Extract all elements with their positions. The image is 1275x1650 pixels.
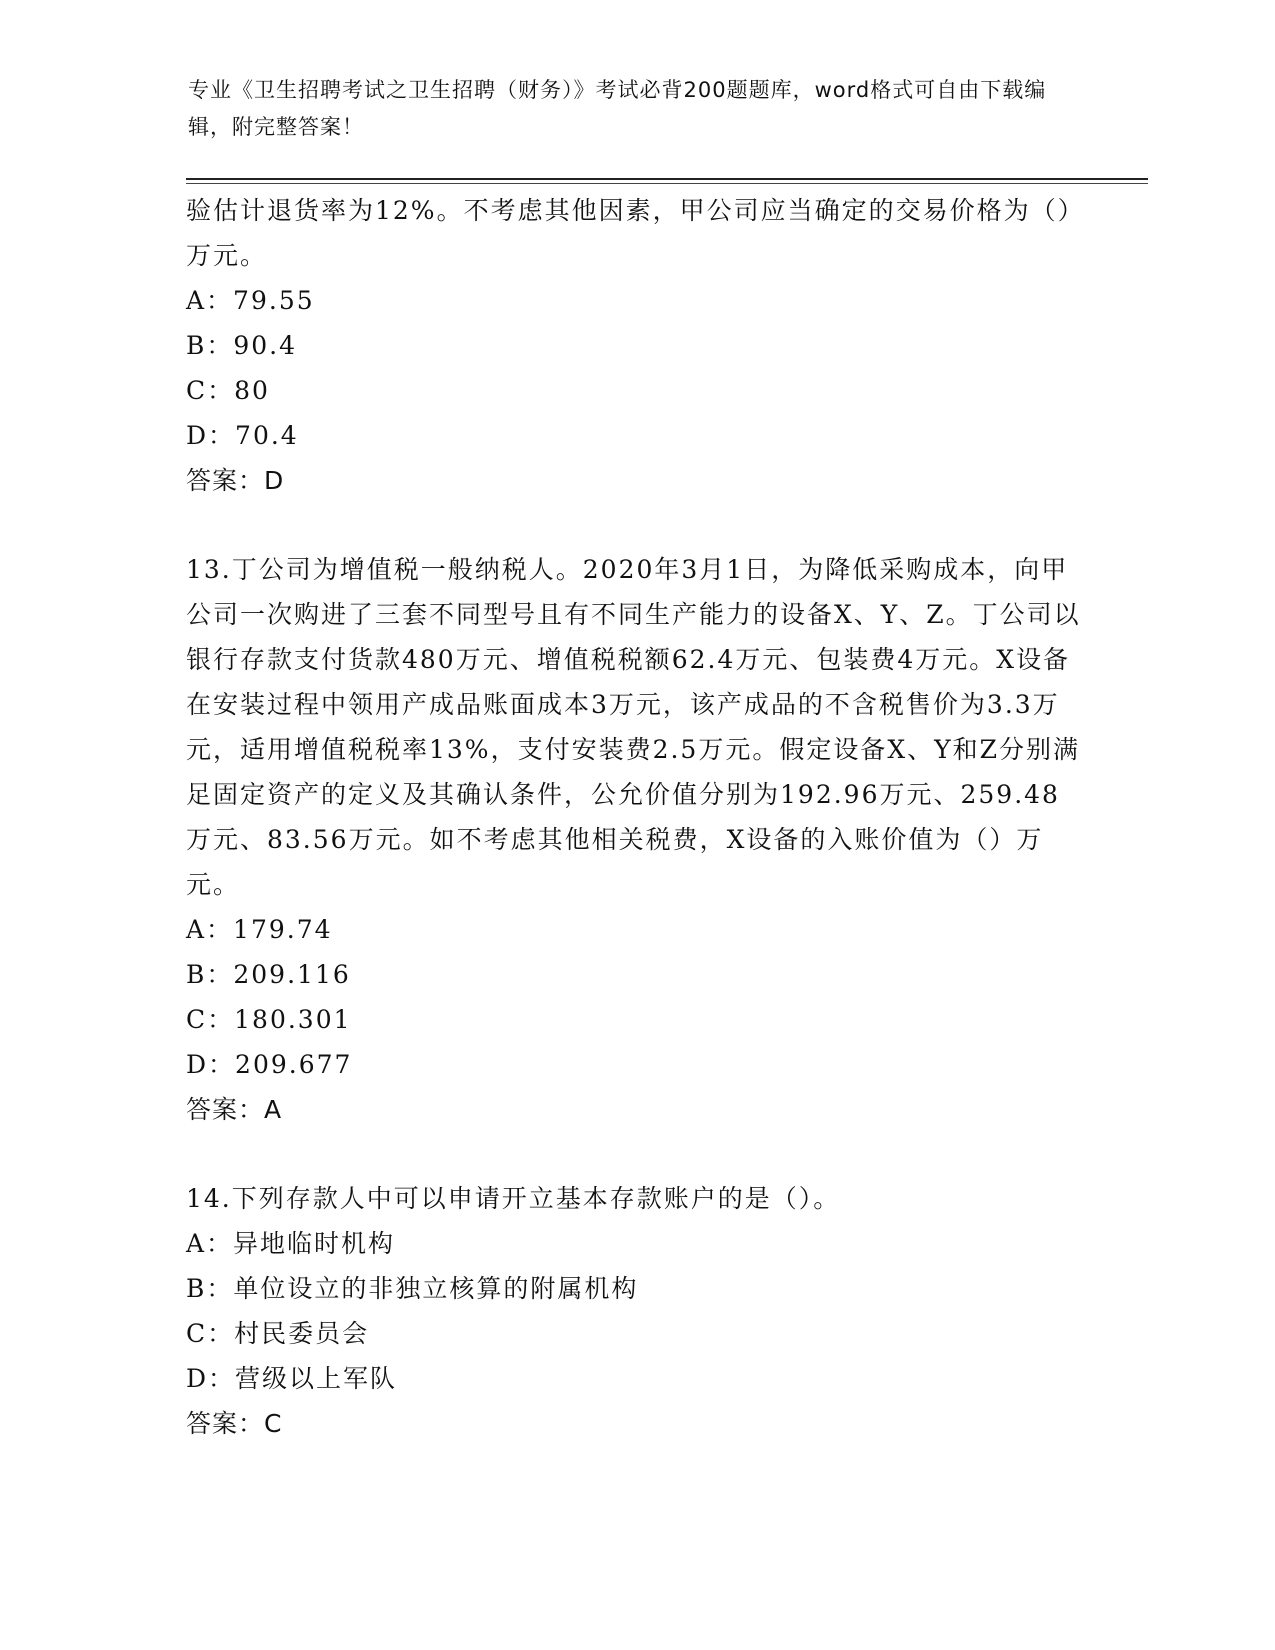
document-header: 专业《卫生招聘考试之卫生招聘（财务）》考试必背200题题库，word格式可自由下载编辑，附完整答案！ xyxy=(188,78,1047,139)
question-stem: 13.丁公司为增值税一般纳税人。2020年3月1日，为降低采购成本，向甲公司一次购进了三套不同型号且有不同生产能力的设备X、Y、Z。丁公司以银行存款支付货款480万元、增值税税额62.4万元、包装费4万元。X设备在安装过程中领用产成品账面成本3万元，该产成品的不含税售价为3.3万元，适用增值税税率13%，支付安装费2.5万元。假定设备X、Y和Z分别满足固定资产的定义及其确认条件，公允价值分别为192.96万元、259.48万元、83.56万元。如不考虑其他相关税费，X设备的入账价值为（）万元。 xyxy=(186,555,1081,899)
question-stem: 验估计退货率为12%。不考虑其他因素，甲公司应当确定的交易价格为（）万元。 xyxy=(186,196,1085,270)
question-block-14 xyxy=(186,1176,1086,1446)
answer-line: 答案：A xyxy=(186,1095,283,1124)
header-divider-thick xyxy=(186,178,1148,180)
option-d: D：209.677 xyxy=(186,1050,353,1079)
option-d: D：70.4 xyxy=(186,421,299,450)
option-a: A：79.55 xyxy=(186,286,315,315)
answer-line: 答案：C xyxy=(186,1409,283,1438)
option-a: A：异地临时机构 xyxy=(186,1229,396,1258)
option-c: C：80 xyxy=(186,376,270,405)
option-b: B：209.116 xyxy=(186,960,351,989)
document-body xyxy=(186,188,1086,1446)
option-b: B：单位设立的非独立核算的附属机构 xyxy=(186,1274,639,1303)
question-spacer xyxy=(186,503,1086,547)
answer-line: 答案：D xyxy=(186,466,285,495)
question-spacer xyxy=(186,1132,1086,1176)
question-stem: 14.下列存款人中可以申请开立基本存款账户的是（）。 xyxy=(186,1184,841,1213)
question-block-12 xyxy=(186,188,1086,503)
option-a: A：179.74 xyxy=(186,915,333,944)
option-c: C：180.301 xyxy=(186,1005,352,1034)
option-d: D：营级以上军队 xyxy=(186,1364,398,1393)
option-b: B：90.4 xyxy=(186,331,298,360)
question-block-13 xyxy=(186,547,1086,1132)
header-divider-thin xyxy=(186,183,1148,184)
option-c: C：村民委员会 xyxy=(186,1319,370,1348)
